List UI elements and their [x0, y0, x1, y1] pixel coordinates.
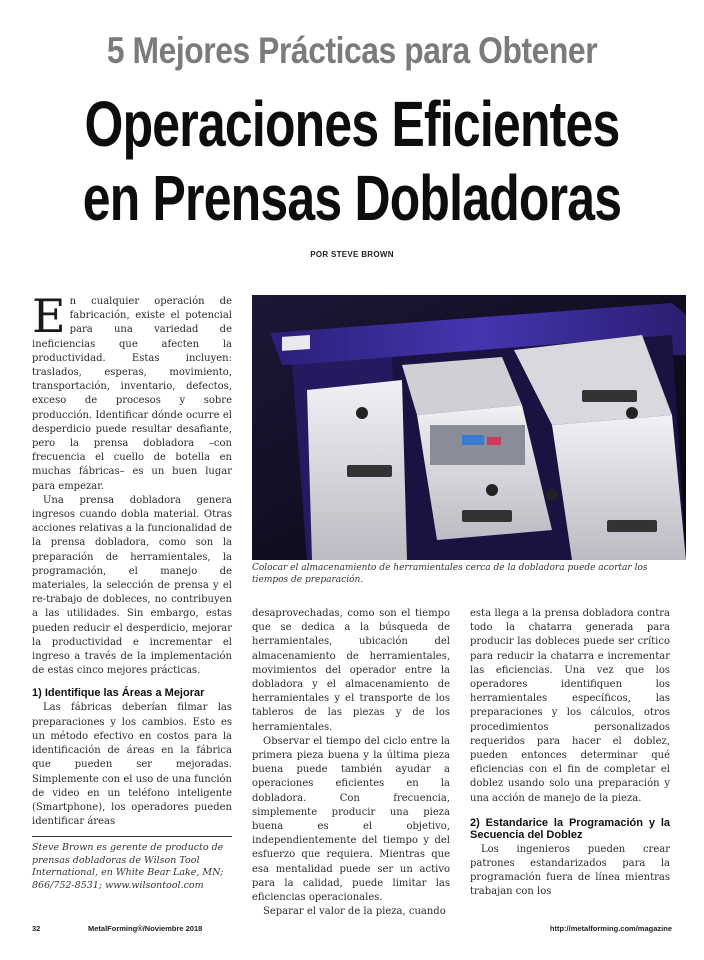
photo-caption: Colocar el almacenamiento de herramientales cerca de la dobladora puede acortar los tiempos de preparación.	[252, 563, 648, 585]
column-1	[32, 289, 232, 829]
paragraph: Una prensa dobladora genera ingresos cuando dobla material. Otras acciones relativas a la funcionalidad de la prensa dobladora, como son la preparación de herramientales, la programación, el manejo de materiales, la selección de prensa y el re-trabajo de dobleces, no contribuyen a las utilidades. Sin embargo, estas pueden reducir el desperdicio, mejorar la productividad e incrementar el ingreso a través de la implementación de estas cinco mejores prácticas.	[32, 494, 232, 677]
author-bio: Steve Brown es gerente de producto de prensas dobladoras de Wilson Tool International, en White Bear Lake, MN; 866/752-8531; www.wilsontool.com	[32, 842, 224, 891]
column-2	[252, 607, 450, 919]
paragraph: esta llega a la prensa dobladora contra todo la chatarra generada para producir las dobleces puede ser crítico para reducir la chatarra e incrementar las eficiencias. Una vez que los operadores identifiquen los herramientales específicos, las preparaciones y los cálculos, otros procedimientos personalizados requeridos para hacer el doblez, pueden entonces determinar qué eficiencias con el fin de completar el doblez usando solo una preparación y una acción de manejo de la pieza.	[470, 608, 670, 804]
article-title-line-2: en Prensas Dobladoras	[82, 162, 622, 234]
page-number: 32	[32, 924, 41, 933]
section-heading-1: 1) Identifique las Áreas a Mejorar	[32, 687, 205, 700]
article-title-line-1: Operaciones Eficientes	[84, 88, 620, 160]
section-heading-2: 2) Estandarice la Programación y la Secuencia del Doblez	[470, 816, 670, 841]
page-footer	[32, 924, 672, 938]
paragraph: Las fábricas deberían filmar las preparaciones y los cambios. Esto es un método efectivo en costos para la identificación de áreas en la fábrica que pueden ser mejoradas. Simplemente con el uso de una función de video en un teléfono inteligente (Smartphone), los operadores pueden identificar áreas	[32, 702, 232, 828]
magazine-issue: MetalForming®/Noviembre 2018	[88, 924, 203, 933]
tool-cabinet-illustration	[252, 295, 686, 560]
column-3	[470, 607, 670, 900]
paragraph: desaprovechadas, como son el tiempo que se dedica a la búsqueda de herramientales, ubicación del almacenamiento de herramientales, movimientos del operador entre la dobladora y el almacenamiento de herramientales y el transporte de los tableros de las piezas y de los herramientales.	[252, 608, 450, 733]
article-kicker: 5 Mejores Prácticas para Obtener	[106, 30, 598, 71]
paragraph: Observar el tiempo del ciclo entre la primera pieza buena y la última pieza buena puede también ayudar a operaciones eficientes en la dobladora. Con frecuencia, simplemente producir una pieza buena es el objetivo, independientemente del tiempo y del esfuerzo que requiera. Mientras que esa mentalidad puede ser un activo para la calidad, puede limitar las eficiencias operacionales.	[252, 735, 450, 904]
bio-divider	[32, 836, 232, 837]
paragraph: Los ingenieros pueden crear patrones estandarizados para la programación fuera de línea mientras trabajan con los	[470, 843, 670, 898]
intro-paragraph	[32, 289, 232, 494]
magazine-url[interactable]: http://metalforming.com/magazine	[549, 924, 672, 933]
intro-text: n cualquier operación de fabricación, existe el potencial para una variedad de ineficiencias que afecten la productividad. Estas incluyen: traslados, esperas, movimiento, transportación, inventario, defectos, exceso de procesos y sobre producción. Identificar dónde ocurre el desperdicio puede resultar desafiante, pero la prensa dobladora –con frecuencia el cuello de botella en muchas fábricas– es un buen lugar para empezar.	[32, 296, 232, 492]
paragraph: Separar el valor de la pieza, cuando	[263, 906, 446, 918]
byline: POR STEVE BROWN	[310, 250, 394, 259]
drop-cap: E	[32, 289, 66, 343]
tool-storage-photo	[252, 295, 686, 560]
